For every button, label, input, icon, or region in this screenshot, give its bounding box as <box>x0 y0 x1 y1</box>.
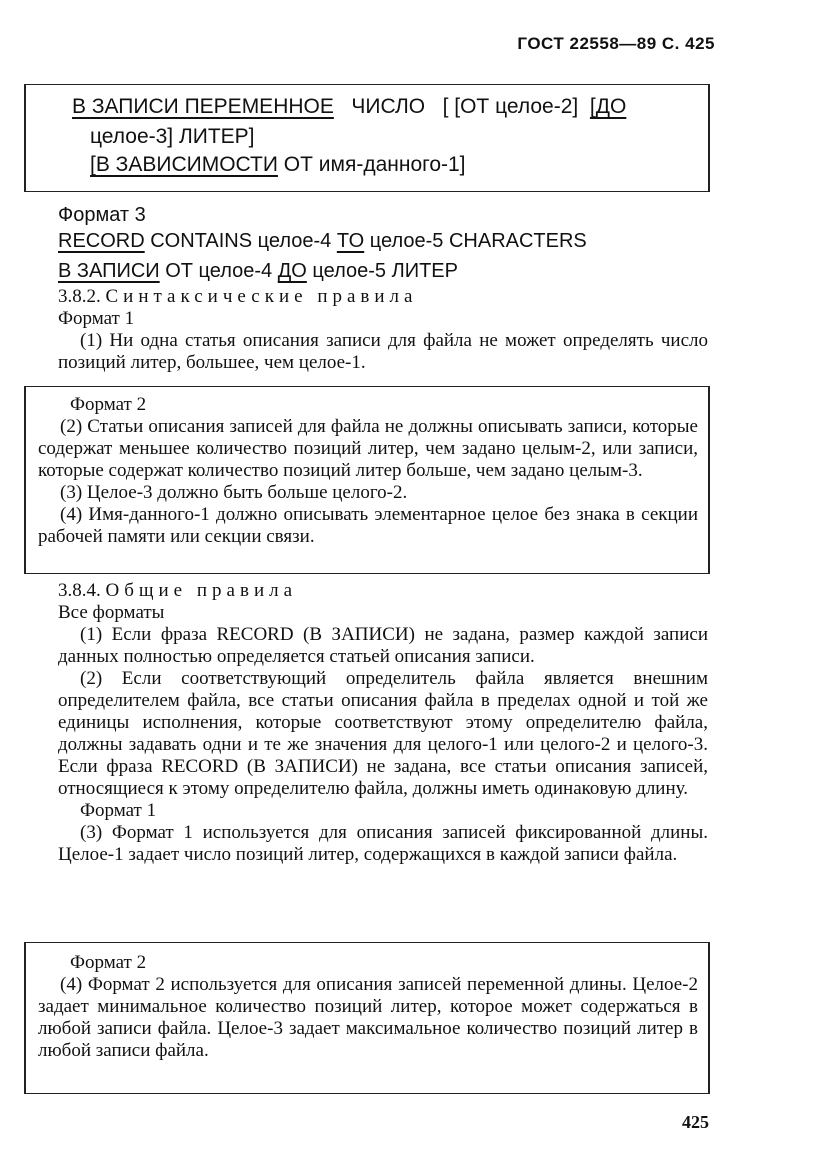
general-rule-2: (2) Если соответствующий определитель файла является внешним определителем файла, все статьи описания файла в пределах одной и той же единицы исполнения, которые соответствуют этому определителю файла, должны задавать одни и те же значения для целого-1 или целого-2 и целого-3. Если фраза RECORD (В ЗАПИСИ) не задана, все статьи описания записей, относящиеся к этому определителю файла, должны иметь одинаковую длину. <box>58 668 708 799</box>
format2-syntax-box <box>24 84 710 192</box>
format3-block <box>58 202 708 284</box>
format1-label: Формат 1 <box>58 308 135 329</box>
running-header: ГОСТ 22558—89 С. 425 <box>517 34 715 53</box>
format3-en-tail: целое-5 CHARACTERS <box>364 230 587 252</box>
syntax-rules-section <box>58 286 708 374</box>
section-number: 3.8.2. <box>58 286 101 307</box>
format3-en-part: CONTAINS целое-4 <box>144 230 337 252</box>
general-rule-3: (3) Формат 1 используется для описания записей фиксированной длины. Целое-1 задает число позиций литер, содержащихся в каждой записи файла. <box>58 822 708 865</box>
keyword-record: RECORD <box>58 230 145 252</box>
syntax-rule-4: (4) Имя-данного-1 должно описывать элементарное целое без знака в секции рабочей памяти или секции связи. <box>38 504 698 547</box>
general-section-number: 3.8.4. <box>58 580 101 601</box>
keyword-v-zapisi-peremennoe: В ЗАПИСИ ПЕРЕМЕННОЕ <box>72 95 334 118</box>
format3-ru-tail: целое-5 ЛИТЕР <box>306 260 458 282</box>
all-formats-label: Все форматы <box>58 602 165 623</box>
keyword-to: TO <box>336 230 365 252</box>
syntax-rule-1: (1) Ни одна статья описания записи для файла не может определять число позиций литер, большее, чем целое-1. <box>58 330 708 373</box>
clause-celoe-3-liter: целое-3] ЛИТЕР] <box>90 125 255 148</box>
keyword-v-zavisimosti: [В ЗАВИСИМОСТИ <box>90 153 278 176</box>
general-rules-section <box>58 580 708 866</box>
keyword-v-zapisi: В ЗАПИСИ <box>58 260 160 282</box>
format3-ru-part: ОТ целое-4 <box>159 260 278 282</box>
syntax-rule-3: (3) Целое-3 должно быть больше целого-2. <box>60 482 408 503</box>
format2-label: Формат 2 <box>70 394 147 415</box>
keyword-do-2: ДО <box>277 260 307 282</box>
general-rule-4: (4) Формат 2 используется для описания записей переменной длины. Целое-2 задает минимальное количество позиций литер, которое может содержаться в любой записи файла. Целое-3 задает максимальное количество позиций литер в любой записи файла. <box>38 974 698 1061</box>
general-format1-label: Формат 1 <box>80 800 157 821</box>
section-heading: Синтаксические правила <box>105 286 418 307</box>
clause-ot-celoe-2: [ [ОТ целое-2] <box>442 95 579 118</box>
keyword-chislo: ЧИСЛО <box>351 95 426 118</box>
box3-format2-label: Формат 2 <box>70 952 147 973</box>
page-number: 425 <box>682 1112 709 1132</box>
format3-title: Формат 3 <box>58 204 146 226</box>
syntax-rule-2: (2) Статьи описания записей для файла не должны описывать записи, которые содержат меньшее количество позиций литер, чем задано целым-2, или записи, которые содержат количество позиций литер больше, чем задано целым-3. <box>38 416 698 481</box>
format3-russian <box>58 258 708 284</box>
general-rule-1: (1) Если фраза RECORD (В ЗАПИСИ) не задана, размер каждой записи данных полностью определяется статьей описания записи. <box>58 624 708 667</box>
format2-general-rules-box <box>24 942 710 1094</box>
keyword-do: [ДО <box>589 95 627 118</box>
format2-syntax-rules-box <box>24 386 710 574</box>
format3-english <box>58 228 708 254</box>
general-section-heading: Общие правила <box>105 580 298 601</box>
clause-ot-imya-dannogo-1: ОТ имя-данного-1] <box>283 153 466 176</box>
